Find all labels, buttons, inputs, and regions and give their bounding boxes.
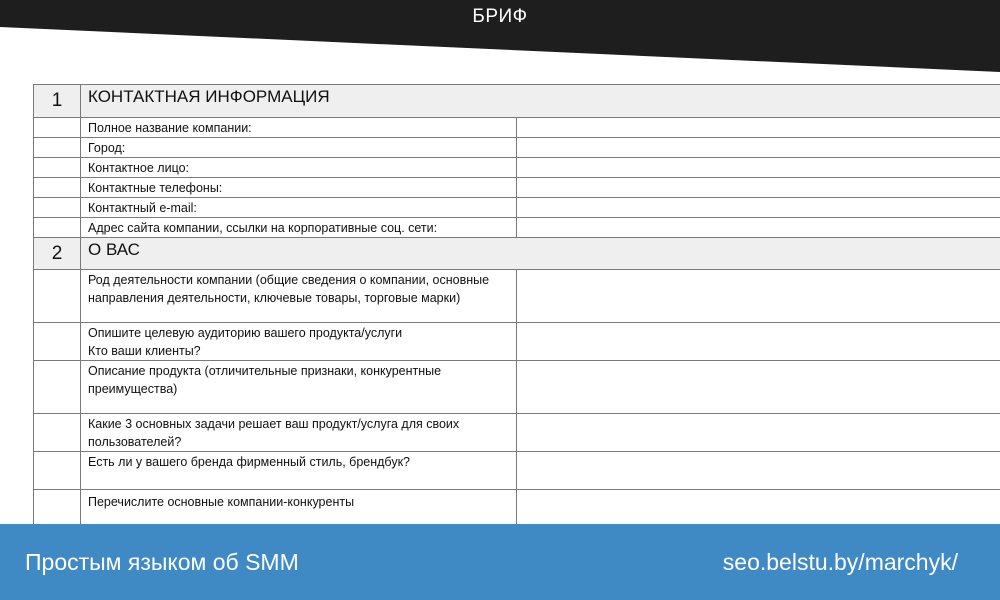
table-row [34,198,1000,218]
number-cell [34,178,81,198]
brief-table [33,84,1000,560]
field-label: Контактный e-mail: [81,198,517,218]
number-cell [34,218,81,238]
footer-bar [0,524,1000,600]
field-label: Город: [81,138,517,158]
field-label: Адрес сайта компании, ссылки на корпоративные соц. сети: [81,218,517,238]
field-label: Описание продукта (отличительные признаки, конкурентные преимущества) [81,361,517,414]
section-number: 2 [34,238,81,270]
table-row [34,270,1000,323]
field-label: Какие 3 основных задачи решает ваш продукт/услуга для своих пользователей? [81,414,517,452]
number-cell [34,361,81,414]
field-value-cell[interactable] [517,158,1000,178]
field-value-cell[interactable] [517,323,1000,361]
number-cell [34,490,81,528]
table-row [34,452,1000,490]
number-cell [34,118,81,138]
table-row [34,218,1000,238]
field-value-cell[interactable] [517,414,1000,452]
field-label: Есть ли у вашего бренда фирменный стиль, брендбук? [81,452,517,490]
section-header-2 [34,238,1000,270]
field-value-cell[interactable] [517,138,1000,158]
number-cell [34,138,81,158]
number-cell [34,452,81,490]
field-value-cell[interactable] [517,270,1000,323]
section-number: 1 [34,85,81,118]
number-cell [34,270,81,323]
section-header-1 [34,85,1000,118]
field-label: Перечислите основные компании-конкуренты [81,490,517,528]
field-value-cell[interactable] [517,118,1000,138]
number-cell [34,323,81,361]
field-label: Контактные телефоны: [81,178,517,198]
number-cell [34,414,81,452]
section-title: О ВАС [81,238,1000,270]
section-title: КОНТАКТНАЯ ИНФОРМАЦИЯ [81,85,1000,118]
field-label: Род деятельности компании (общие сведения о компании, основные направления деятельности, ключевые товары, торговые марки) [81,270,517,323]
table-row [34,490,1000,528]
field-value-cell[interactable] [517,178,1000,198]
table-row [34,323,1000,361]
number-cell [34,198,81,218]
table-row [34,361,1000,414]
table-row [34,118,1000,138]
table-row [34,414,1000,452]
page-title: БРИФ [472,6,528,27]
field-label: Опишите целевую аудиторию вашего продукта/услуги Кто ваши клиенты? [81,323,517,361]
field-value-cell[interactable] [517,198,1000,218]
footer-url[interactable]: seo.belstu.by/marchyk/ [722,549,958,575]
field-label: Контактное лицо: [81,158,517,178]
field-value-cell[interactable] [517,452,1000,490]
table-row [34,138,1000,158]
table-row [34,158,1000,178]
field-value-cell[interactable] [517,218,1000,238]
field-value-cell[interactable] [517,490,1000,528]
number-cell [34,158,81,178]
table-row [34,178,1000,198]
footer-caption: Простым языком об SMM [25,549,299,575]
field-value-cell[interactable] [517,361,1000,414]
field-label: Полное название компании: [81,118,517,138]
